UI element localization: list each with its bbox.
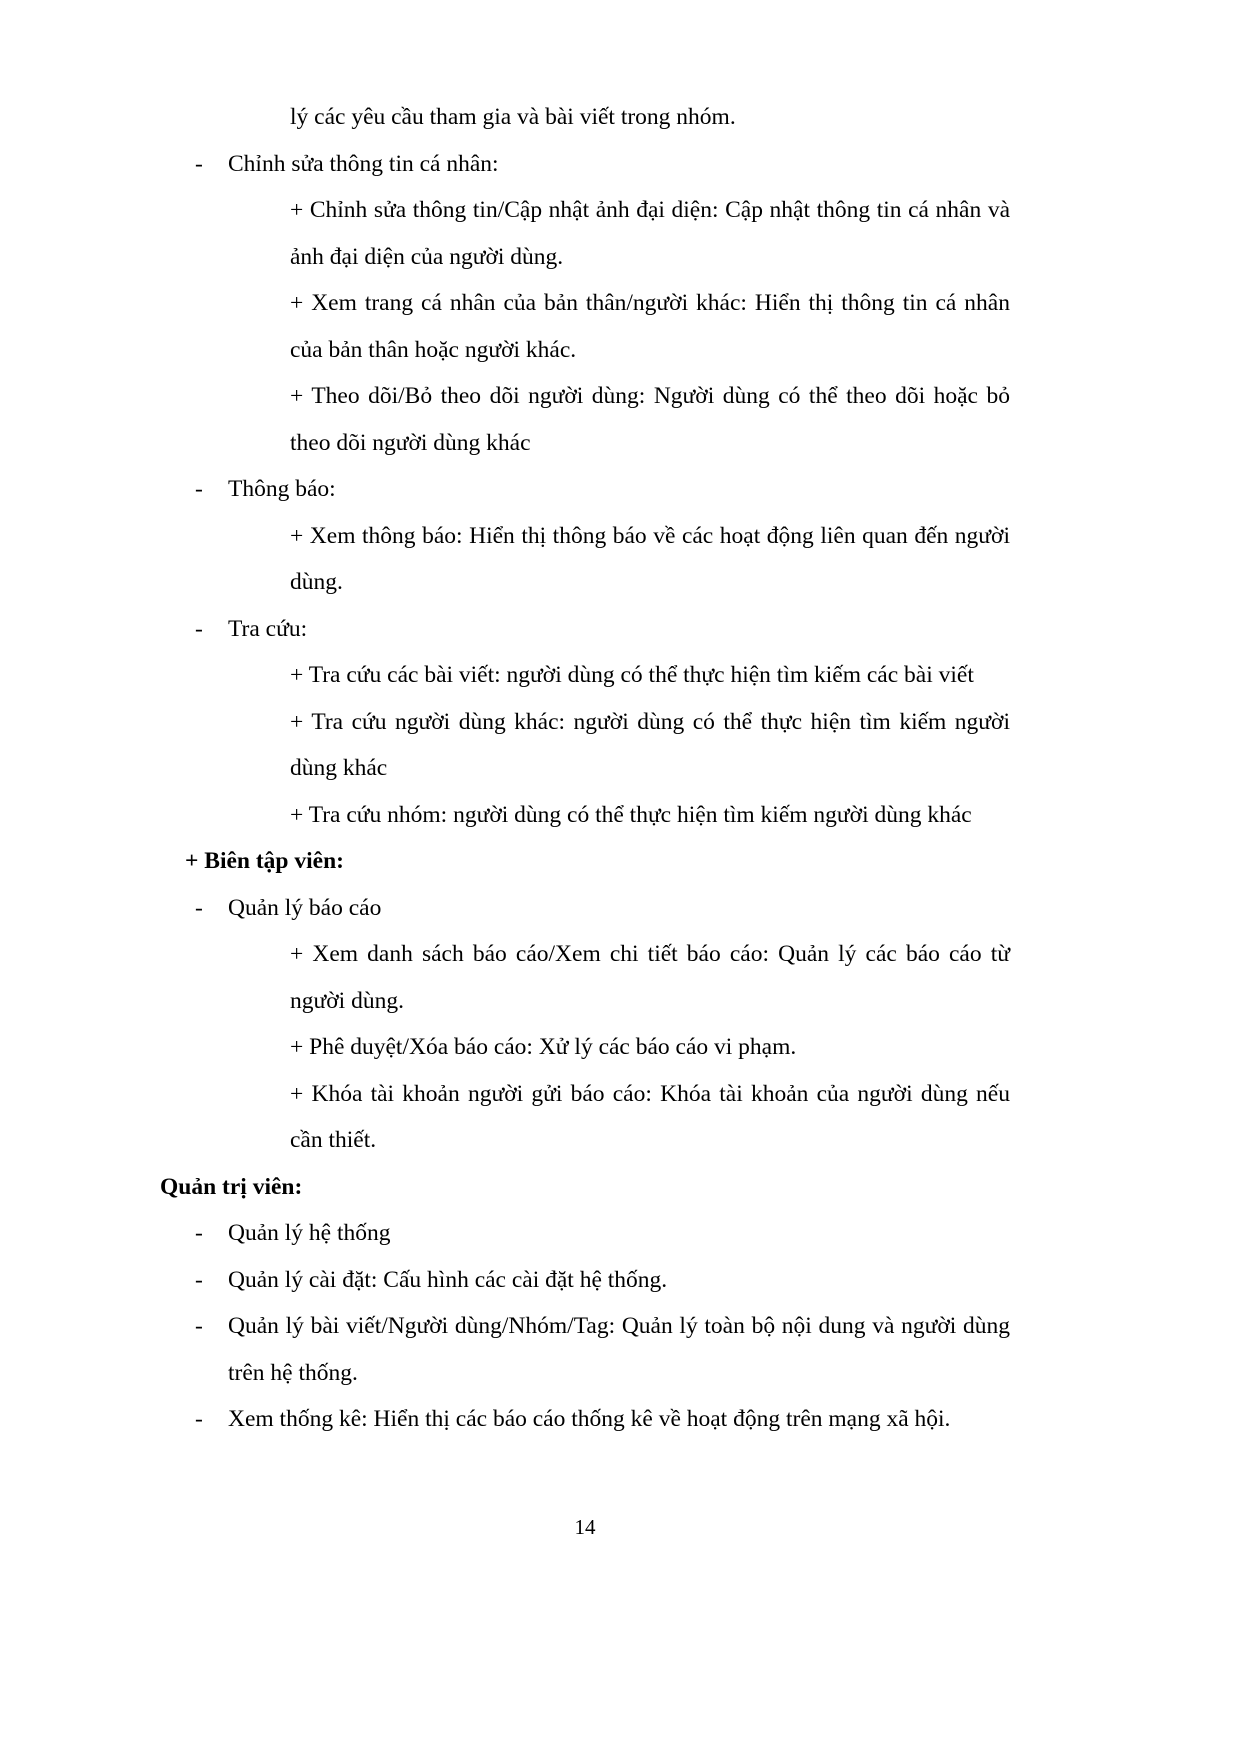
paragraph-text: + Theo dõi/Bỏ theo dõi người dùng: Người dùng có thể theo dõi hoặc bỏ theo dõi người dùng khác <box>290 383 1010 456</box>
body-paragraph <box>160 699 1010 792</box>
body-paragraph <box>160 94 1010 141</box>
list-dash-marker: - <box>195 615 203 642</box>
body-paragraph <box>160 373 1010 466</box>
paragraph-text: Xem thống kê: Hiển thị các báo cáo thống kê về hoạt động trên mạng xã hội. <box>228 1406 951 1432</box>
paragraph-text: Chỉnh sửa thông tin cá nhân: <box>228 150 499 177</box>
list-item-dash <box>160 1396 1010 1443</box>
paragraph-text: + Tra cứu nhóm: người dùng có thể thực hiện tìm kiếm người dùng khác <box>290 801 972 828</box>
list-dash-marker: - <box>195 1406 203 1432</box>
list-item-dash <box>160 1257 1010 1304</box>
paragraph-text: Quản lý cài đặt: Cấu hình các cài đặt hệ thống. <box>228 1266 668 1293</box>
list-dash-marker: - <box>195 150 203 177</box>
paragraph-text: + Xem trang cá nhân của bản thân/người khác: Hiển thị thông tin cá nhân của bản thân hoặc người khác. <box>290 290 1010 363</box>
paragraph-text: Quản lý báo cáo <box>228 894 382 921</box>
list-item-dash <box>160 141 1010 188</box>
paragraph-text: + Phê duyệt/Xóa báo cáo: Xử lý các báo cáo vi phạm. <box>290 1034 797 1060</box>
list-item-dash <box>160 885 1010 932</box>
list-dash-marker: - <box>195 1220 203 1246</box>
body-paragraph <box>160 931 1010 1024</box>
section-heading <box>160 1164 1010 1211</box>
paragraph-text: Quản trị viên: <box>160 1173 303 1200</box>
paragraph-text: + Tra cứu các bài viết: người dùng có thể thực hiện tìm kiếm các bài viết <box>290 662 974 688</box>
body-paragraph <box>160 280 1010 373</box>
paragraph-text: lý các yêu cầu tham gia và bài viết trong nhóm. <box>290 104 736 130</box>
body-paragraph <box>160 652 1010 699</box>
list-item-dash <box>160 466 1010 513</box>
document-body <box>160 94 1010 1443</box>
body-paragraph <box>160 1071 1010 1164</box>
paragraph-text: Quản lý hệ thống <box>228 1220 391 1246</box>
list-item-dash <box>160 606 1010 653</box>
paragraph-text: + Chỉnh sửa thông tin/Cập nhật ảnh đại diện: Cập nhật thông tin cá nhân và ảnh đại diện của người dùng. <box>290 197 1010 270</box>
paragraph-text: Thông báo: <box>228 476 336 502</box>
paragraph-text: Tra cứu: <box>228 615 308 642</box>
sub-section-heading <box>160 838 1010 885</box>
paragraph-text: + Khóa tài khoản người gửi báo cáo: Khóa tài khoản của người dùng nếu cần thiết. <box>290 1080 1010 1153</box>
paragraph-text: + Biên tập viên: <box>185 848 344 874</box>
paragraph-text: + Xem danh sách báo cáo/Xem chi tiết báo cáo: Quản lý các báo cáo từ người dùng. <box>290 941 1010 1014</box>
body-paragraph <box>160 513 1010 606</box>
page-number: 14 <box>574 1515 596 1539</box>
list-item-dash <box>160 1210 1010 1257</box>
body-paragraph <box>160 187 1010 280</box>
list-dash-marker: - <box>195 1313 203 1339</box>
body-paragraph <box>160 1024 1010 1071</box>
list-dash-marker: - <box>195 894 203 921</box>
list-dash-marker: - <box>195 1266 203 1293</box>
list-item-dash <box>160 1303 1010 1396</box>
paragraph-text: + Tra cứu người dùng khác: người dùng có thể thực hiện tìm kiếm người dùng khác <box>290 708 1010 781</box>
body-paragraph <box>160 792 1010 839</box>
list-dash-marker: - <box>195 476 203 502</box>
paragraph-text: + Xem thông báo: Hiển thị thông báo về các hoạt động liên quan đến người dùng. <box>290 522 1010 595</box>
paragraph-text: Quản lý bài viết/Người dùng/Nhóm/Tag: Quản lý toàn bộ nội dung và người dùng trên hệ thống. <box>228 1313 1010 1386</box>
